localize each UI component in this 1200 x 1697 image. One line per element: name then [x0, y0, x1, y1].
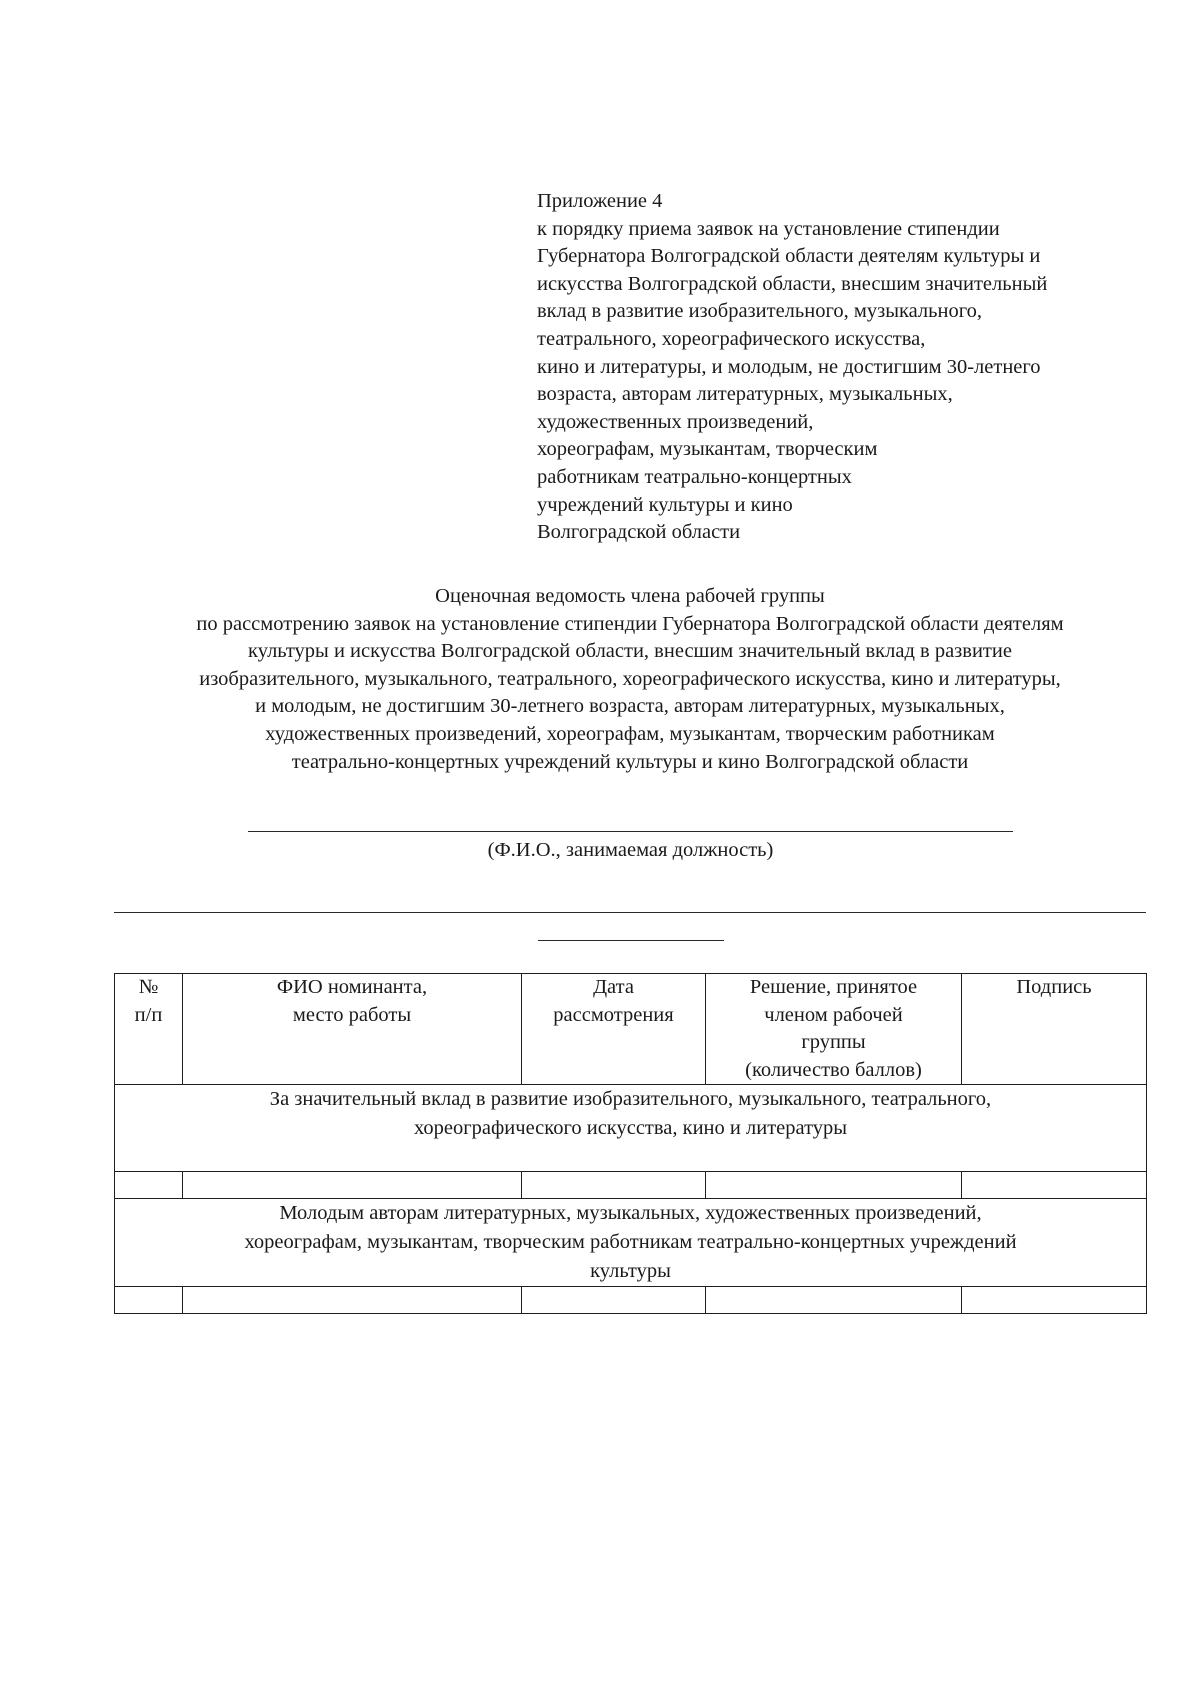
- section-title: За значительный вклад в развитие изобразительного, музыкального, театрального, хореографического искусства, кино и литературы: [115, 1085, 1147, 1172]
- header-signature: Подпись: [962, 974, 1147, 1085]
- table-cell[interactable]: [706, 1172, 962, 1199]
- appendix-heading: Приложение 4: [537, 190, 663, 212]
- appendix-line: учреждений культуры и кино: [537, 493, 793, 516]
- header-nominee: ФИО номинанта, место работы: [183, 974, 522, 1085]
- table-cell[interactable]: [522, 1172, 706, 1199]
- appendix-line: художественных произведений,: [537, 410, 814, 433]
- evaluation-table: [114, 973, 1147, 1314]
- blank-line-short: [538, 940, 724, 941]
- table-cell[interactable]: [183, 1172, 522, 1199]
- title-line: театрально-концертных учреждений культуры и кино Волгоградской области: [291, 750, 969, 773]
- table-cell[interactable]: [962, 1287, 1147, 1314]
- title-line: и молодым, не достигшим 30-летнего возраста, авторам литературных, музыкальных,: [255, 695, 1005, 718]
- title-line: культуры и искусства Волгоградской области, внесшим значительный вклад в развитие: [248, 640, 1012, 663]
- table-cell[interactable]: [183, 1287, 522, 1314]
- appendix-line: искусства Волгоградской области, внесшим значительный: [537, 272, 1048, 295]
- header-decision: Решение, принятое членом рабочей группы (количество баллов): [706, 974, 962, 1085]
- section-row-young-authors: [115, 1199, 1147, 1287]
- appendix-line: Губернатора Волгоградской области деятелям культуры и: [537, 245, 1041, 268]
- appendix-line: работникам театрально-концертных: [537, 465, 852, 488]
- appendix-line: кино и литературы, и молодым, не достигшим 30-летнего: [537, 355, 1041, 378]
- header-number: № п/п: [115, 974, 183, 1085]
- table-cell[interactable]: [706, 1287, 962, 1314]
- appendix-line: вклад в развитие изобразительного, музыкального,: [537, 300, 982, 323]
- fio-caption: (Ф.И.О., занимаемая должность): [487, 839, 774, 861]
- table-header-row: [115, 974, 1147, 1085]
- header-date: Дата рассмотрения: [522, 974, 706, 1085]
- appendix-line: хореографам, музыкантам, творческим: [537, 438, 878, 461]
- document-title: [110, 583, 1150, 776]
- appendix-line: к порядку приема заявок на установление стипендии: [537, 217, 1000, 240]
- appendix-line: Волгоградской области: [537, 521, 741, 544]
- fio-signature-line: [248, 831, 1013, 832]
- table-cell[interactable]: [962, 1172, 1147, 1199]
- blank-line-full: [114, 912, 1146, 913]
- table-cell[interactable]: [115, 1172, 183, 1199]
- table-cell[interactable]: [522, 1287, 706, 1314]
- title-line: по рассмотрению заявок на установление стипендии Губернатора Волгоградской области деятелям: [196, 612, 1064, 635]
- appendix-line: возраста, авторам литературных, музыкальных,: [537, 383, 953, 406]
- table-row: [115, 1287, 1147, 1314]
- appendix-line: театрального, хореографического искусства,: [537, 327, 926, 350]
- section-title: Молодым авторам литературных, музыкальных, художественных произведений, хореографам, музыкантам, творческим работникам театрально-концертных учреждений культуры: [115, 1199, 1147, 1287]
- table-row: [115, 1172, 1147, 1199]
- title-line: Оценочная ведомость члена рабочей группы: [435, 585, 825, 607]
- title-line: художественных произведений, хореографам, музыкантам, творческим работникам: [265, 722, 995, 745]
- appendix-block: [537, 188, 1177, 547]
- section-row-contribution: [115, 1085, 1147, 1172]
- title-line: изобразительного, музыкального, театрального, хореографического искусства, кино и литературы,: [199, 667, 1061, 690]
- table-cell[interactable]: [115, 1287, 183, 1314]
